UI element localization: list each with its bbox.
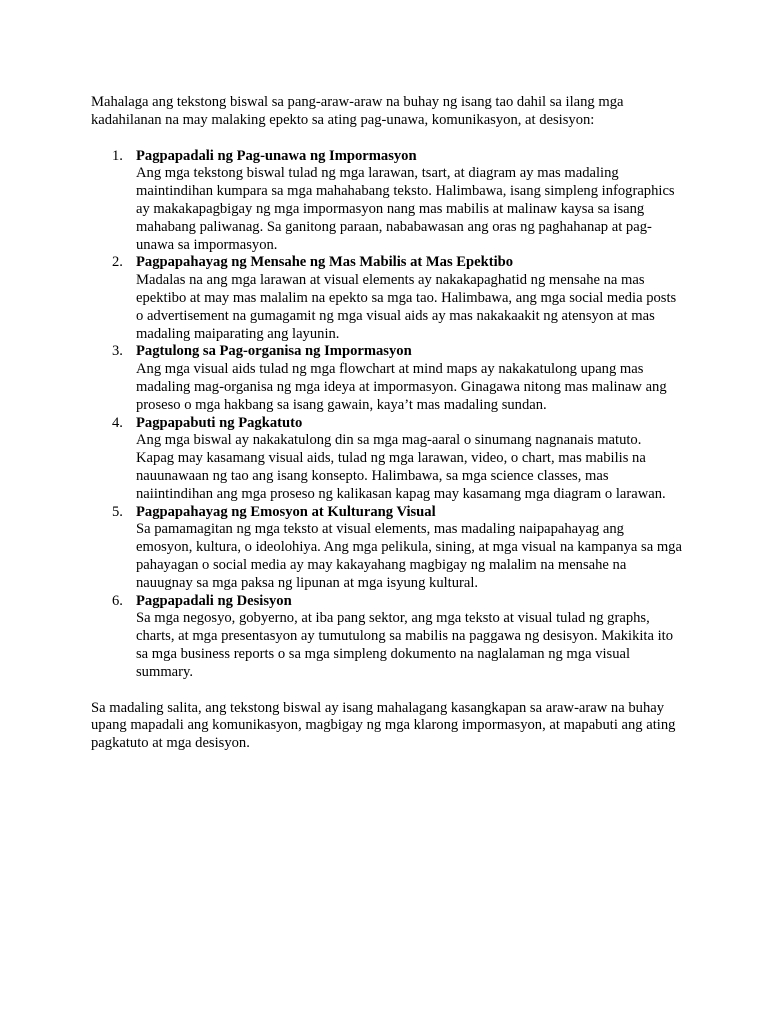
list-item (91, 343, 683, 414)
list-item-text: Ang mga visual aids tulad ng mga flowchart at mind maps ay nakakatulong upang mas madaling mag-organisa ng mga ideya at impormasyon. Ginagawa nitong mas malinaw ang proseso o mga hakbang sa isang gawain, kaya’t mas madaling sundan. (136, 361, 667, 413)
list-number: 6. (112, 592, 123, 609)
list-item (91, 254, 683, 343)
list-item (91, 504, 683, 593)
list-item-text: Ang mga tekstong biswal tulad ng mga larawan, tsart, at diagram ay mas madaling maintindihan kumpara sa mga mahahabang teksto. Halimbawa, isang simpleng infographics ay makakapagbigay ng mga impormasyon nang mas mabilis at malinaw kaysa sa isang mahabang paliwanag. Sa ganitong paraan, nababawasan ang oras ng paghahanap at pag-unawa sa impormasyon. (136, 165, 675, 253)
list-item-title: Pagpapadali ng Pag-unawa ng Impormasyon (136, 147, 417, 164)
list-item-title: Pagtulong sa Pag-organisa ng Impormasyon (136, 343, 412, 360)
list-number: 5. (112, 503, 123, 520)
list-item (91, 593, 683, 682)
list-item-text: Madalas na ang mga larawan at visual elements ay nakakapaghatid ng mensahe na mas epektibo at may mas malalim na epekto sa mga tao. Halimbawa, ang mga social media posts o advertisement na gumagamit ng mga visual aids ay mas nakakaakit ng atensyon at mas madaling maiparating ang layunin. (136, 272, 677, 342)
list-number: 2. (112, 254, 123, 271)
list-item-title: Pagpapabuti ng Pagkatuto (136, 414, 303, 431)
numbered-list (91, 148, 683, 682)
intro-paragraph: Mahalaga ang tekstong biswal sa pang-araw-araw na buhay ng isang tao dahil sa ilang mga kadahilanan na may malaking epekto sa ating pag-unawa, komunikasyon, at desisyon: (91, 94, 624, 128)
list-item (91, 415, 683, 504)
list-item (91, 148, 683, 255)
list-number: 1. (112, 147, 123, 164)
list-number: 4. (112, 414, 123, 431)
list-item-title: Pagpapadali ng Desisyon (136, 592, 292, 609)
conclusion-paragraph: Sa madaling salita, ang tekstong biswal ay isang mahalagang kasangkapan sa araw-araw na buhay upang mapadali ang komunikasyon, magbigay ng mga klarong impormasyon, at mapabuti ang ating pagkatuto at mga desisyon. (91, 699, 676, 752)
document-page (91, 94, 683, 753)
list-number: 3. (112, 343, 123, 360)
list-item-title: Pagpapahayag ng Mensahe ng Mas Mabilis at Mas Epektibo (136, 254, 514, 271)
list-item-text: Sa pamamagitan ng mga teksto at visual elements, mas madaling naipapahayag ang emosyon, kultura, o ideolohiya. Ang mga pelikula, sining, at mga visual na kampanya sa mga pahayagan o social media ay may kakayahang magbigay ng malalim na mensahe na nauugnay sa mga paksa ng lipunan at mga isyung kultural. (136, 521, 682, 591)
list-item-text: Sa mga negosyo, gobyerno, at iba pang sektor, ang mga teksto at visual tulad ng graphs, charts, at mga presentasyon ay tumutulong sa mabilis na paggawa ng desisyon. Makikita ito sa mga business reports o sa mga simpleng dokumento na naglalaman ng mga visual summary. (136, 610, 674, 680)
list-item-title: Pagpapahayag ng Emosyon at Kulturang Visual (136, 503, 436, 520)
list-item-text: Ang mga biswal ay nakakatulong din sa mga mag-aaral o sinumang nagnanais matuto. Kapag may kasamang visual aids, tulad ng mga larawan, video, o chart, mas mabilis na nauunawaan ng tao ang isang konsepto. Halimbawa, sa mga science classes, mas naiintindihan ang mga proseso ng kalikasan kapag may kasamang mga diagram o larawan. (136, 432, 666, 502)
